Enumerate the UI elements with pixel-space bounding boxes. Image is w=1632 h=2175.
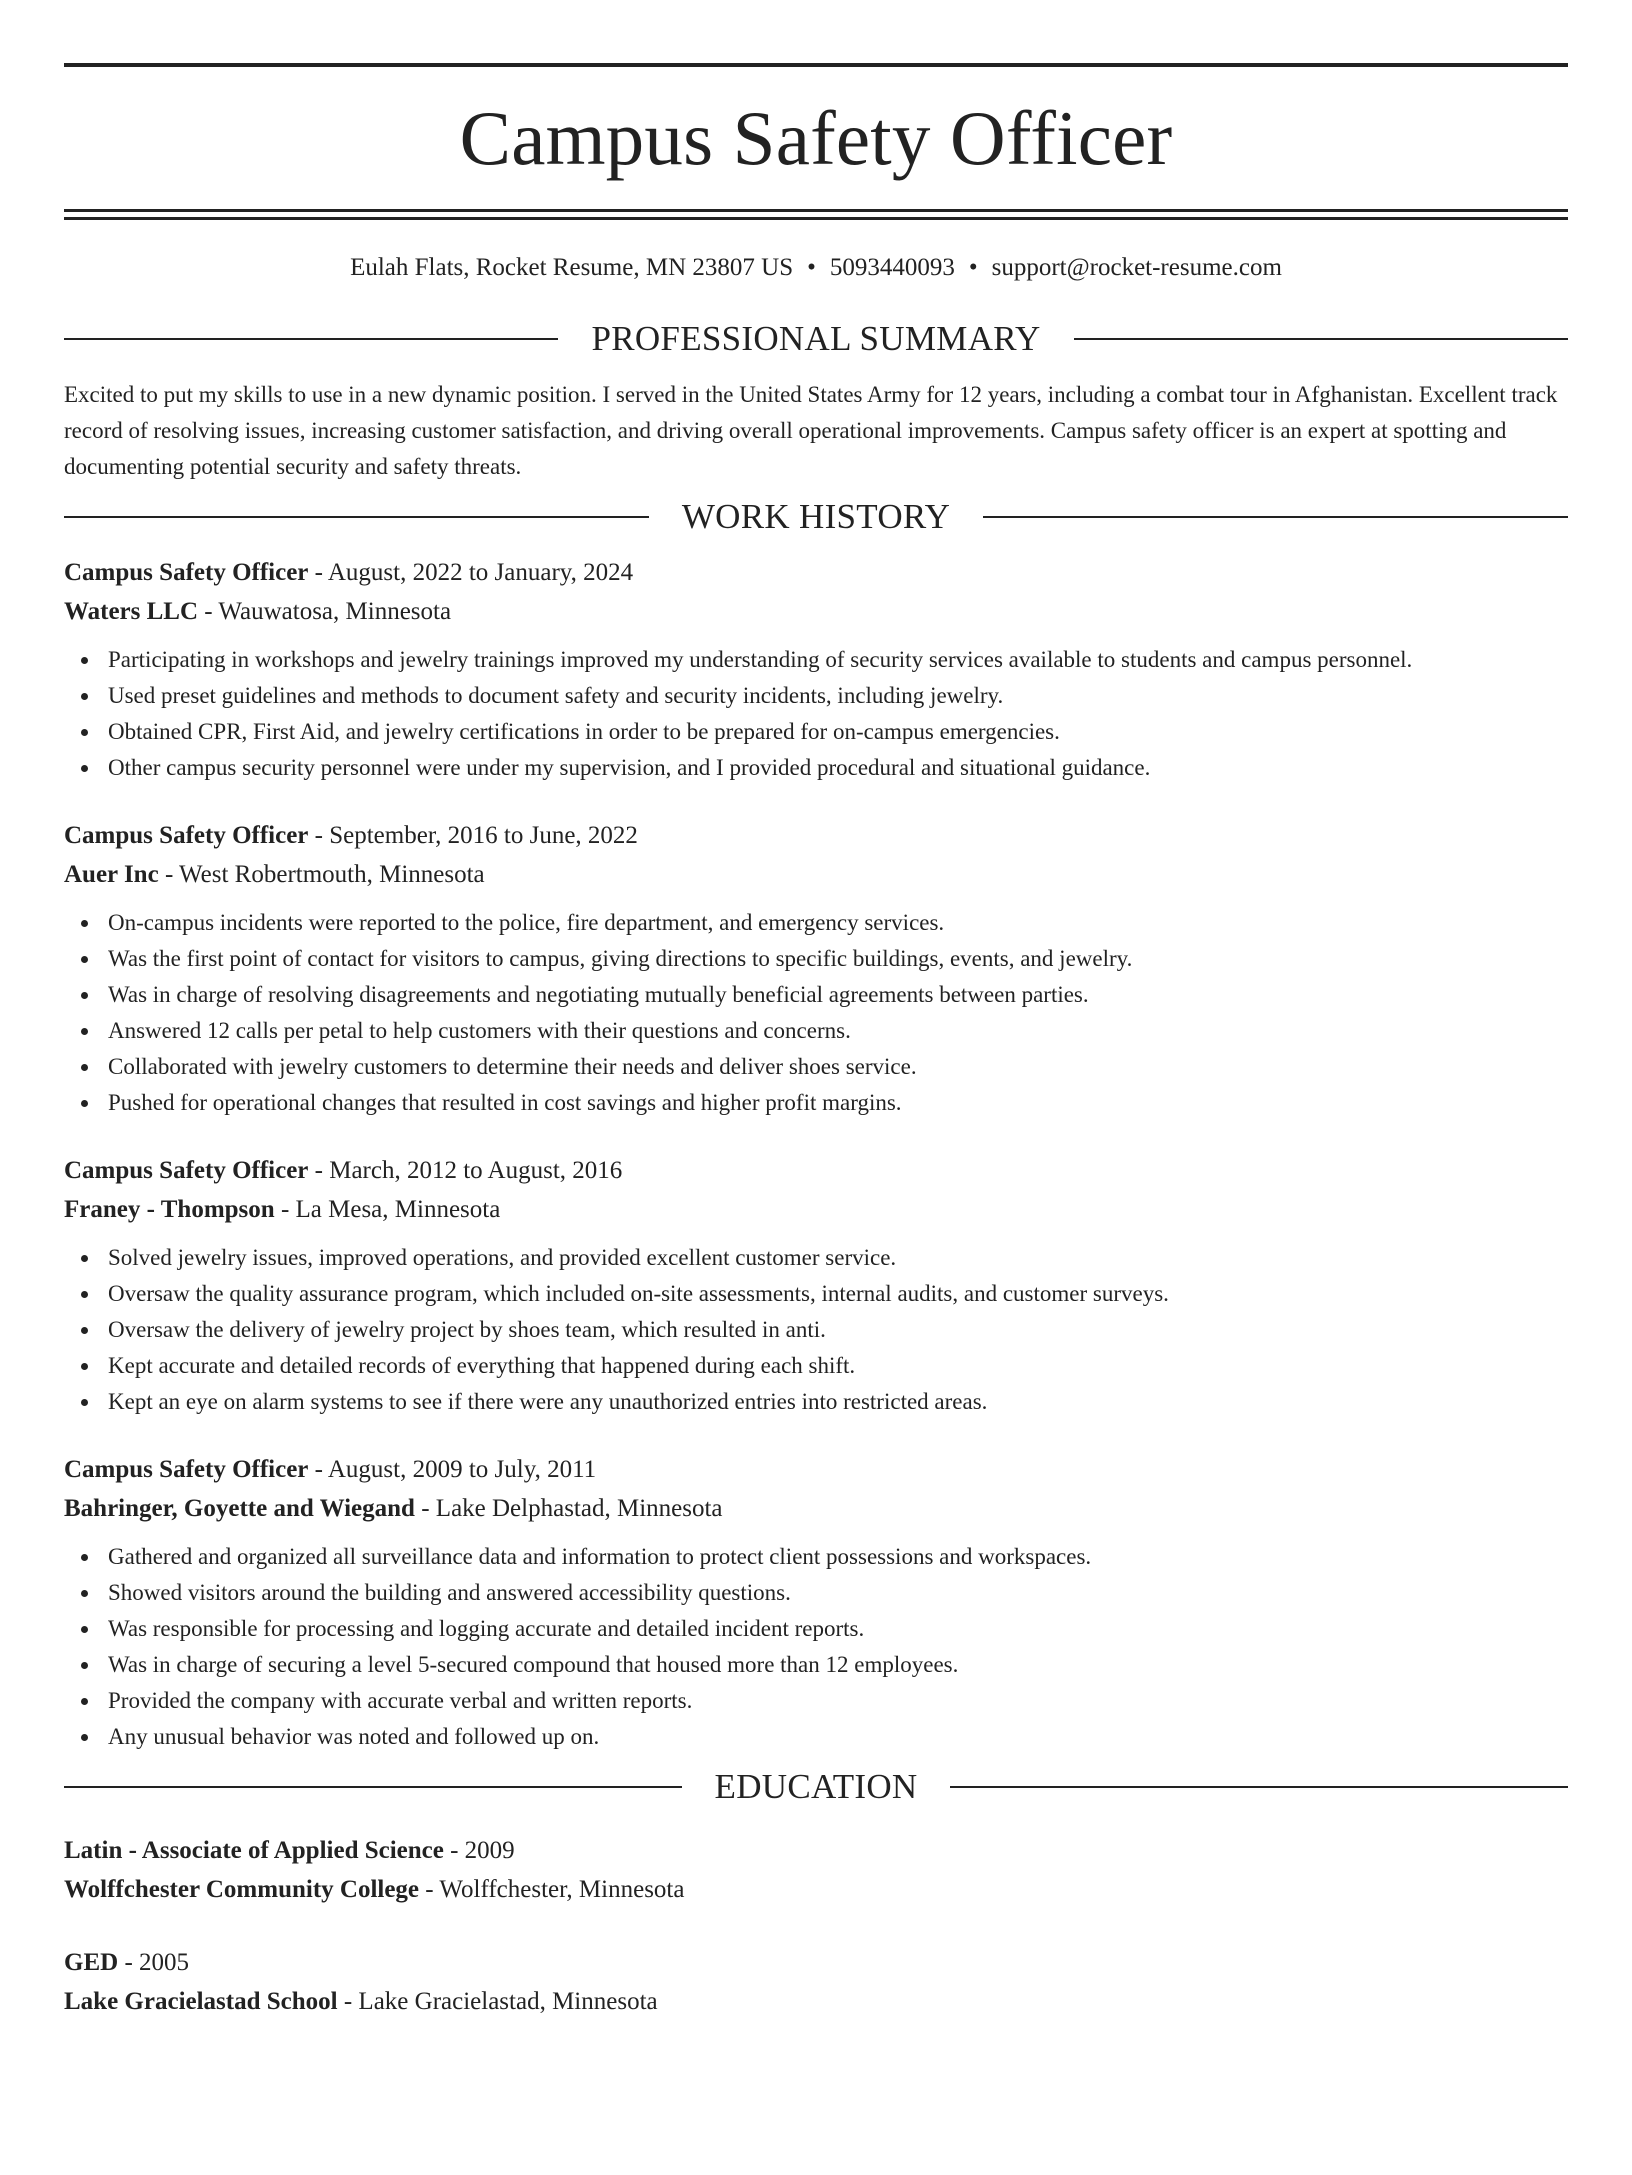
bullet-text: Participating in workshops and jewelry trainings improved my understanding of security services available to students and campus personnel. — [108, 647, 1413, 672]
education-location: - Lake Gracielastad, Minnesota — [337, 1988, 658, 2015]
job-bullets — [64, 905, 1568, 1121]
bullet-dot — [81, 1626, 88, 1633]
education-school-line — [64, 1982, 1568, 2021]
bullet-item — [64, 905, 1568, 941]
heading-rule-left — [64, 516, 649, 518]
education-entry — [64, 1831, 1568, 1909]
job-company: Auer Inc — [64, 861, 159, 888]
job-entry — [64, 1450, 1568, 1755]
bullet-dot — [81, 1399, 88, 1406]
bullet-text: On-campus incidents were reported to the police, fire department, and emergency services. — [108, 910, 945, 935]
bullet-item — [64, 1647, 1568, 1683]
bullet-text: Gathered and organized all surveillance data and information to protect client possessions and workspaces. — [108, 1544, 1092, 1569]
contact-line — [64, 253, 1568, 283]
bullet-item — [64, 1049, 1568, 1085]
bullet-text: Any unusual behavior was noted and followed up on. — [108, 1724, 600, 1749]
job-dates: - August, 2009 to July, 2011 — [308, 1456, 597, 1483]
bullet-text: Oversaw the quality assurance program, which included on-site assessments, internal audits, and customer surveys. — [108, 1281, 1169, 1306]
job-title-line — [64, 1450, 1568, 1489]
bullet-dot — [81, 1698, 88, 1705]
bullet-dot — [81, 992, 88, 999]
bullet-dot — [81, 920, 88, 927]
bullet-dot — [81, 1100, 88, 1107]
education-entry — [64, 1943, 1568, 2021]
heading-rule-right — [983, 516, 1568, 518]
bullet-item — [64, 1611, 1568, 1647]
job-entry — [64, 816, 1568, 1121]
bullet-item — [64, 1348, 1568, 1384]
bullet-dot — [81, 1255, 88, 1262]
job-company-line — [64, 592, 1568, 631]
bullet-dot — [81, 765, 88, 772]
bullet-item — [64, 1539, 1568, 1575]
contact-address: Eulah Flats, Rocket Resume, MN 23807 US — [350, 254, 794, 281]
bullet-item — [64, 977, 1568, 1013]
job-title: Campus Safety Officer — [64, 559, 309, 586]
contact-separator: • — [807, 254, 816, 281]
job-location: - West Robertmouth, Minnesota — [158, 861, 485, 888]
bullet-dot — [81, 657, 88, 664]
bullet-item — [64, 1240, 1568, 1276]
job-dates: - March, 2012 to August, 2016 — [308, 1157, 623, 1184]
education-year: - 2009 — [443, 1837, 515, 1864]
bullet-dot — [81, 1291, 88, 1298]
contact-email: support@rocket-resume.com — [991, 254, 1282, 281]
bullet-text: Pushed for operational changes that resulted in cost savings and higher profit margins. — [108, 1090, 902, 1115]
job-company: Bahringer, Goyette and Wiegand — [64, 1495, 415, 1522]
education-school: Wolffchester Community College — [64, 1876, 420, 1903]
bullet-item — [64, 1013, 1568, 1049]
bullet-text: Was in charge of resolving disagreements and negotiating mutually beneficial agreements between parties. — [108, 982, 1089, 1007]
bullet-item — [64, 714, 1568, 750]
section-heading-work — [64, 497, 1568, 537]
job-entry — [64, 553, 1568, 786]
job-title: Campus Safety Officer — [64, 1456, 309, 1483]
bullet-dot — [81, 1028, 88, 1035]
job-dates: - August, 2022 to January, 2024 — [308, 559, 634, 586]
summary-text: Excited to put my skills to use in a new dynamic position. I served in the United States Army for 12 years, including a combat tour in Afghanistan. Excellent track record of resolving issues, increasing customer satisfaction, and driving overall operational improvements. Campus safety officer is an expert at spotting and documenting potential security and safety threats. — [64, 382, 1558, 479]
job-company-line — [64, 1190, 1568, 1229]
contact-phone: 5093440093 — [829, 254, 955, 281]
bullet-text: Answered 12 calls per petal to help customers with their questions and concerns. — [108, 1018, 851, 1043]
section-heading-education — [64, 1767, 1568, 1807]
bullet-text: Other campus security personnel were under my supervision, and I provided procedural and situational guidance. — [108, 755, 1151, 780]
bullet-item — [64, 1085, 1568, 1121]
job-title: Campus Safety Officer — [64, 1157, 309, 1184]
bullet-text: Kept an eye on alarm systems to see if there were any unauthorized entries into restricted areas. — [108, 1389, 988, 1414]
bullet-text: Oversaw the delivery of jewelry project by shoes team, which resulted in anti. — [108, 1317, 826, 1342]
bullet-item — [64, 642, 1568, 678]
section-heading-summary — [64, 319, 1568, 359]
education-school: Lake Gracielastad School — [64, 1988, 338, 2015]
bullet-text: Collaborated with jewelry customers to determine their needs and deliver shoes service. — [108, 1054, 917, 1079]
education-year: - 2005 — [118, 1949, 190, 1976]
heading-rule-right — [950, 1786, 1568, 1788]
job-location: - Lake Delphastad, Minnesota — [414, 1495, 723, 1522]
bullet-dot — [81, 1363, 88, 1370]
heading-rule-right — [1074, 338, 1568, 340]
bullet-dot — [81, 1554, 88, 1561]
bullet-item — [64, 1384, 1568, 1420]
job-location: - La Mesa, Minnesota — [274, 1196, 501, 1223]
header-double-rule — [64, 209, 1568, 220]
education-degree: Latin - Associate of Applied Science — [64, 1837, 444, 1864]
bullet-dot — [81, 1734, 88, 1741]
job-bullets — [64, 1240, 1568, 1420]
bullet-dot — [81, 1590, 88, 1597]
job-title-line — [64, 816, 1568, 855]
bullet-dot — [81, 1662, 88, 1669]
section-title: EDUCATION — [714, 1767, 918, 1806]
job-location: - Wauwatosa, Minnesota — [198, 598, 452, 625]
job-title: Campus Safety Officer — [64, 822, 309, 849]
resume-name: Campus Safety Officer — [459, 95, 1173, 181]
heading-rule-left — [64, 1786, 682, 1788]
bullet-text: Provided the company with accurate verbal and written reports. — [108, 1688, 693, 1713]
job-bullets — [64, 642, 1568, 786]
bullet-item — [64, 1575, 1568, 1611]
job-entry — [64, 1151, 1568, 1420]
bullet-text: Was in charge of securing a level 5-secured compound that housed more than 12 employees. — [108, 1652, 959, 1677]
bullet-item — [64, 1719, 1568, 1755]
job-title-line — [64, 553, 1568, 592]
header-top-rule — [64, 63, 1568, 67]
bullet-item — [64, 750, 1568, 786]
bullet-item — [64, 1683, 1568, 1719]
bullet-dot — [81, 1064, 88, 1071]
job-company: Franey - Thompson — [64, 1196, 275, 1223]
job-title-line — [64, 1151, 1568, 1190]
bullet-dot — [81, 956, 88, 963]
bullet-text: Used preset guidelines and methods to document safety and security incidents, including jewelry. — [108, 683, 1004, 708]
job-company-line — [64, 1489, 1568, 1528]
bullet-dot — [81, 693, 88, 700]
education-location: - Wolffchester, Minnesota — [419, 1876, 685, 1903]
education-school-line — [64, 1870, 1568, 1909]
bullet-item — [64, 1312, 1568, 1348]
bullet-item — [64, 678, 1568, 714]
section-title: WORK HISTORY — [681, 497, 951, 536]
bullet-dot — [81, 729, 88, 736]
education-degree-line — [64, 1831, 1568, 1870]
heading-rule-left — [64, 338, 558, 340]
job-bullets — [64, 1539, 1568, 1755]
job-company: Waters LLC — [64, 598, 199, 625]
bullet-text: Showed visitors around the building and answered accessibility questions. — [108, 1580, 791, 1605]
section-title: PROFESSIONAL SUMMARY — [591, 319, 1041, 358]
bullet-dot — [81, 1327, 88, 1334]
bullet-item — [64, 941, 1568, 977]
bullet-text: Was the first point of contact for visitors to campus, giving directions to specific buildings, events, and jewelry. — [108, 946, 1133, 971]
bullet-text: Was responsible for processing and logging accurate and detailed incident reports. — [108, 1616, 865, 1641]
bullet-text: Obtained CPR, First Aid, and jewelry certifications in order to be prepared for on-campus emergencies. — [108, 719, 1060, 744]
contact-separator: • — [968, 254, 978, 281]
bullet-item — [64, 1276, 1568, 1312]
bullet-text: Kept accurate and detailed records of everything that happened during each shift. — [108, 1353, 856, 1378]
job-company-line — [64, 855, 1568, 894]
job-dates: - September, 2016 to June, 2022 — [308, 822, 638, 849]
education-degree-line — [64, 1943, 1568, 1982]
bullet-text: Solved jewelry issues, improved operations, and provided excellent customer service. — [108, 1245, 897, 1270]
education-degree: GED — [64, 1949, 119, 1976]
resume-page — [0, 63, 1632, 2175]
